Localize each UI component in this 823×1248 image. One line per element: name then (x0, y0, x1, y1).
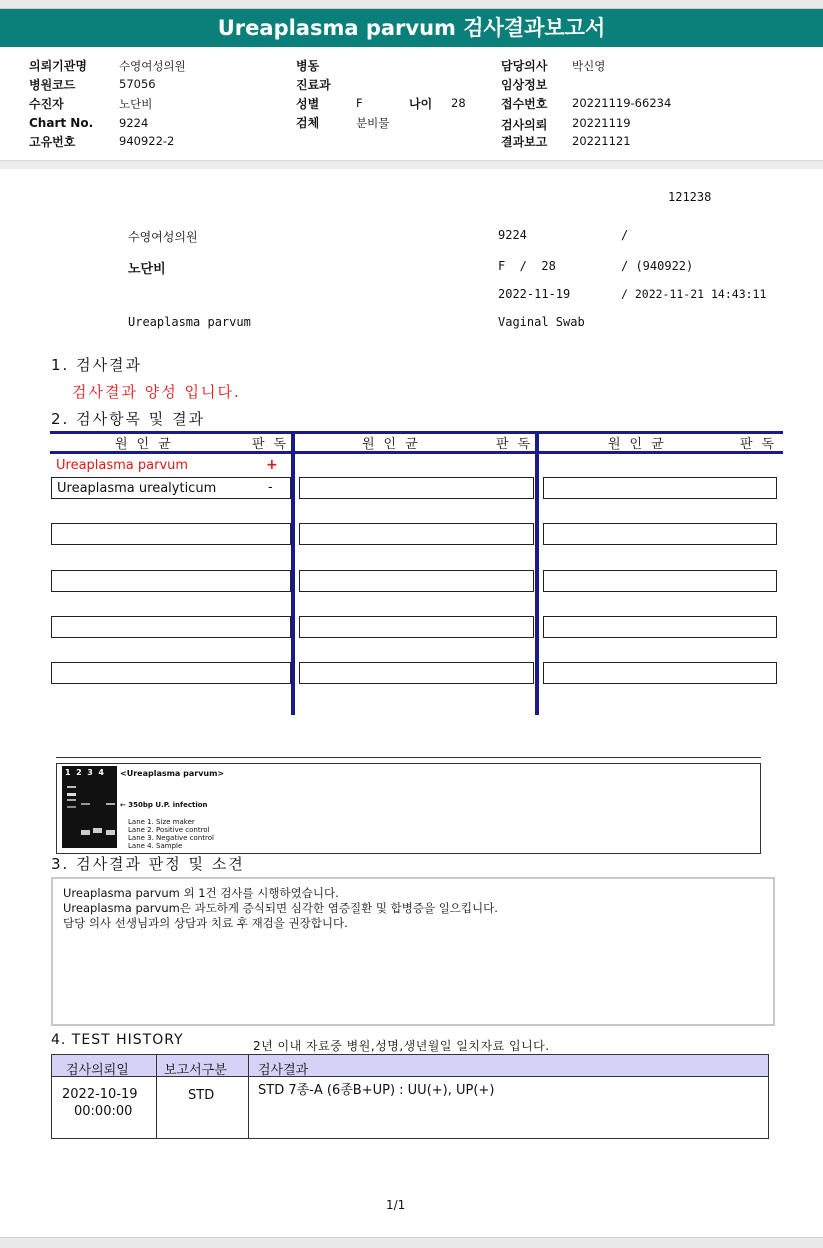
report-date-label: 결과보고 (501, 135, 548, 149)
result-row-judgement: - (268, 480, 273, 495)
col3-pathogen-header: 원인균 (608, 437, 673, 452)
sex-label: 성별 (296, 97, 320, 111)
summary-test-name: Ureaplasma parvum (128, 315, 251, 329)
col3-judge-header: 판독 (740, 437, 784, 452)
history-header-row (51, 1054, 769, 1077)
gel-legend-item: Lane 1. Size maker (128, 818, 195, 826)
positive-control-band (81, 803, 90, 805)
result-row-judgement: + (266, 457, 278, 473)
dept-label: 진료과 (296, 78, 331, 92)
empty-result-cell (299, 662, 534, 684)
history-row (51, 1077, 769, 1139)
summary-clinic: 수영여성의원 (128, 230, 198, 244)
sample-band (106, 803, 115, 805)
gel-band-label: ← 350bp U.P. infection (120, 801, 208, 809)
positive-result: 검사결과 양성 입니다. (72, 383, 241, 401)
gel-legend-item: Lane 3. Negative control (128, 834, 214, 842)
history-col-type: 보고서구분 (164, 1063, 227, 1078)
bottom-border (0, 1237, 823, 1248)
result-row-name: Ureaplasma urealyticum (57, 481, 217, 496)
summary-patient: 노단비 (128, 262, 166, 277)
summary-slash: / (621, 228, 629, 242)
gel-legend (128, 818, 214, 850)
request-date-label: 검사의뢰 (501, 118, 548, 132)
summary-report-datetime: / 2022-11-21 14:43:11 (621, 287, 767, 301)
empty-result-cell (51, 570, 291, 592)
ladder-band (67, 786, 76, 788)
history-col-result: 검사결과 (258, 1063, 309, 1078)
patient-value: 노단비 (119, 97, 153, 111)
primer-band (81, 830, 90, 835)
result-row (51, 477, 291, 499)
chart-no-label: Chart No. (29, 116, 94, 130)
column-divider-1 (291, 431, 295, 715)
chart-no-value: 9224 (119, 116, 149, 130)
summary-request-date: 2022-11-19 (498, 287, 571, 301)
report-title: Ureaplasma parvum 검사결과보고서 (0, 9, 823, 47)
history-time: 00:00:00 (74, 1104, 133, 1119)
doctor-value: 박신영 (572, 59, 606, 73)
specimen-label: 검체 (296, 116, 320, 130)
result-row-name: Ureaplasma parvum (56, 458, 189, 473)
gel-legend-item: Lane 2. Positive control (128, 826, 210, 834)
summary-chart: 9224 (498, 228, 527, 242)
doctor-label: 담당의사 (501, 59, 548, 73)
summary-birth: / (940922) (621, 259, 694, 273)
opinion-line: Ureaplasma parvum은 과도하게 증식되면 심각한 염증질환 및 합병증을 일으킵니다. (63, 901, 498, 915)
age-label: 나이 (409, 97, 433, 111)
empty-result-cell (543, 523, 777, 545)
report-date-value: 20221121 (572, 134, 631, 148)
receipt-no-label: 접수번호 (501, 97, 548, 111)
section2-title: 2. 검사항목 및 결과 (51, 410, 206, 428)
institution-label: 의뢰기관명 (29, 59, 87, 73)
empty-result-cell (299, 616, 534, 638)
empty-result-cell (299, 477, 534, 499)
history-note: 2년 이내 자료중 병원,성명,생년월일 일치자료 입니다. (253, 1039, 550, 1053)
sex-value: F (356, 96, 363, 110)
header-separator (0, 160, 823, 169)
empty-result-cell (51, 662, 291, 684)
unique-no-value: 940922-2 (119, 134, 175, 148)
empty-result-cell (543, 570, 777, 592)
col2-pathogen-header: 원인균 (362, 437, 427, 452)
history-col-divider (248, 1054, 249, 1139)
empty-result-cell (51, 616, 291, 638)
primer-band (106, 830, 115, 835)
history-date: 2022-10-19 (62, 1087, 138, 1102)
opinion-line: 담당 의사 선생님과의 상담과 치료 후 재검을 권장합니다. (63, 916, 348, 930)
ladder-band (67, 806, 76, 808)
col1-judge-header: 판독 (252, 437, 296, 452)
ward-label: 병동 (296, 59, 320, 73)
clinical-info-label: 임상정보 (501, 78, 548, 92)
top-border (0, 0, 823, 9)
institution-value: 수영여성의원 (119, 59, 186, 73)
gel-title: <Ureaplasma parvum> (120, 769, 225, 778)
ladder-band (67, 799, 76, 801)
section4-title: 4. TEST HISTORY (51, 1032, 184, 1048)
empty-result-cell (543, 616, 777, 638)
hospital-code-value: 57056 (119, 77, 156, 91)
empty-result-cell (543, 477, 777, 499)
page-number: 1/1 (386, 1198, 406, 1212)
gel-lane-numbers: 1 2 3 4 (65, 768, 104, 777)
primer-band (93, 828, 102, 833)
ladder-band (67, 793, 76, 796)
col1-pathogen-header: 원인균 (115, 437, 180, 452)
section1-title: 1. 검사결과 (51, 356, 143, 374)
history-result: STD 7종-A (6종B+UP) : UU(+), UP(+) (258, 1083, 495, 1098)
empty-result-cell (51, 523, 291, 545)
age-value: 28 (451, 96, 466, 110)
history-type: STD (188, 1088, 215, 1103)
gel-electrophoresis-image (62, 766, 117, 848)
history-col-divider (156, 1054, 157, 1139)
summary-specimen: Vaginal Swab (498, 315, 585, 329)
hospital-code-label: 병원코드 (29, 78, 76, 92)
opinion-line: Ureaplasma parvum 외 1건 검사를 시행하였습니다. (63, 886, 339, 900)
history-col-date: 검사의뢰일 (66, 1063, 129, 1078)
empty-result-cell (299, 523, 534, 545)
column-divider-2 (535, 431, 539, 715)
specimen-value: 분비물 (356, 116, 390, 130)
gel-legend-item: Lane 4. Sample (128, 842, 183, 850)
empty-result-cell (299, 570, 534, 592)
empty-result-cell (543, 662, 777, 684)
opinion-box (51, 877, 775, 1026)
section3-title: 3. 검사결과 판정 및 소견 (51, 855, 245, 873)
gel-top-rule (56, 757, 761, 758)
patient-label: 수진자 (29, 97, 64, 111)
report-code: 121238 (668, 190, 712, 204)
receipt-no-value: 20221119-66234 (572, 96, 672, 110)
summary-sex-age: F / 28 (498, 259, 556, 273)
unique-no-label: 고유번호 (29, 135, 76, 149)
col2-judge-header: 판독 (496, 437, 540, 452)
request-date-value: 20221119 (572, 116, 631, 130)
